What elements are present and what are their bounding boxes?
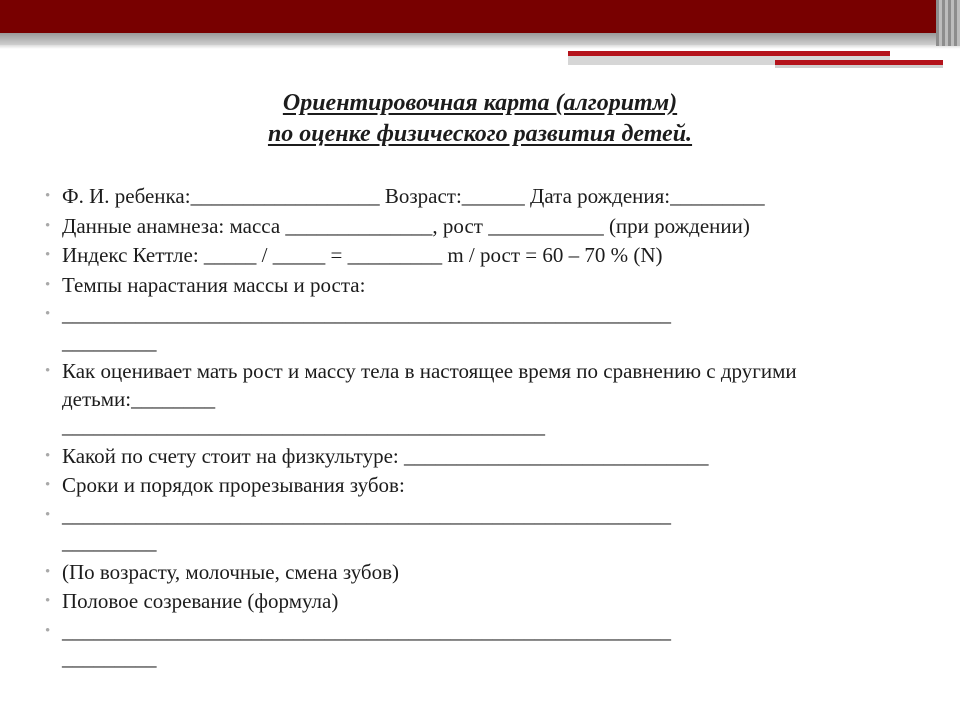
list-item [62, 502, 940, 557]
list-item-line: _________ [62, 530, 157, 554]
slide-title [0, 88, 960, 150]
list-item [62, 618, 940, 673]
list-item-line: • Ф. И. ребенка:__________________ Возраст:______ Дата рождения:_________ [62, 184, 765, 208]
list-item [62, 242, 940, 270]
list-item [62, 443, 940, 471]
accent-bar-grey-short [775, 65, 943, 68]
list-item-line: • Какой по счету стоит на физкультуре: _____________________________ [62, 443, 709, 468]
title-line-2: по оценке физического развития детей. [267, 121, 693, 147]
list-item-line: • (По возрасту, молочные, смена зубов) [62, 559, 400, 584]
list-item [62, 358, 940, 441]
list-item [62, 183, 940, 211]
list-item-line: _________ [62, 329, 157, 354]
list-item [62, 213, 940, 241]
header-edge-stripes [936, 0, 960, 46]
header-grey-band [0, 33, 960, 45]
list-item-line: • Как оценивает мать рост и массу тела в настоящее время по сравнению с другими детьми:________ [62, 359, 797, 411]
list-item-line: • Темпы нарастания массы и роста: [62, 272, 366, 297]
list-item [62, 559, 940, 587]
list-item-line: ______________________________________________ [62, 414, 545, 438]
list-item-line: • Индекс Кеттле: _____ / _____ = _________ m / рост = 60 – 70 % (N) [62, 243, 663, 267]
list-item [62, 588, 940, 616]
list-item [62, 472, 940, 500]
list-item-line: • Сроки и порядок прорезывания зубов: [62, 473, 405, 497]
list-item-line: • Половое созревание (формула) [62, 589, 339, 613]
list-item-line: • __________________________________________________________ [62, 618, 671, 643]
form-item-list [62, 183, 940, 675]
list-item-line: • __________________________________________________________ [62, 302, 671, 326]
list-item [62, 301, 940, 356]
header-bar [0, 0, 960, 36]
list-item-line: • __________________________________________________________ [62, 502, 671, 527]
list-item-line: _________ [62, 646, 157, 670]
header-shadow [0, 45, 960, 49]
list-item [62, 272, 940, 300]
list-item-line: • Данные анамнеза: масса ______________, рост ___________ (при рождении) [62, 213, 750, 238]
title-line-1: Ориентировочная карта (алгоритм) [282, 90, 678, 116]
